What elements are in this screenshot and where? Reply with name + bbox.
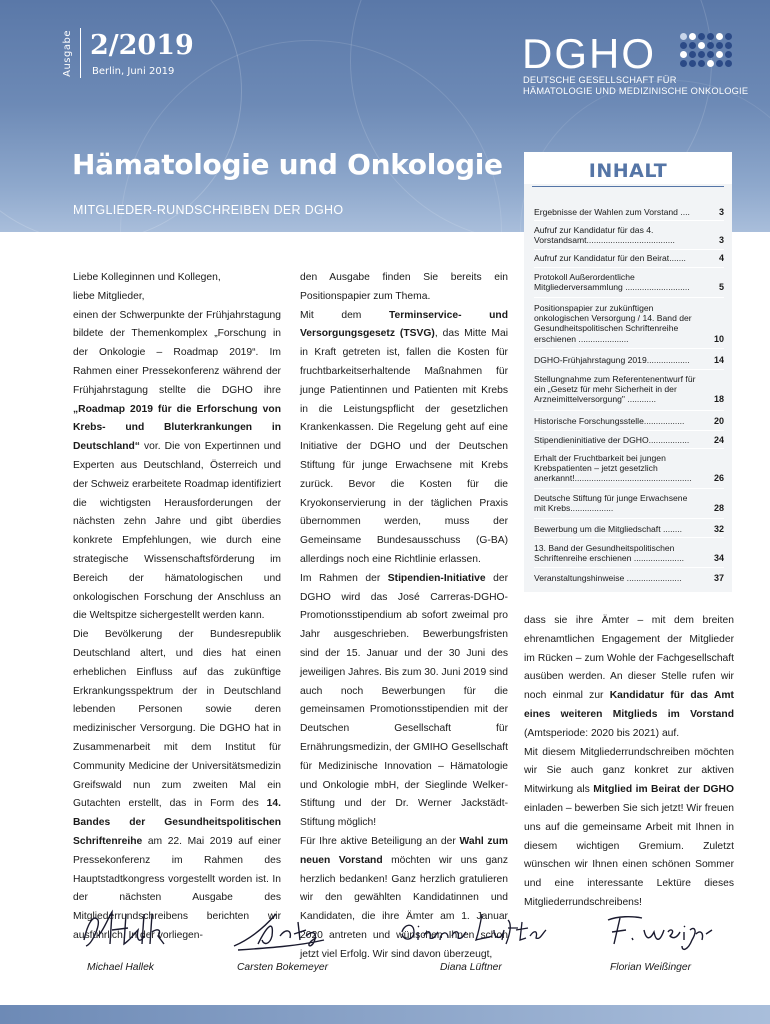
signature-bokemeyer: [228, 900, 328, 960]
toc-item-page: 20: [713, 416, 724, 426]
toc-item-text: Protokoll Außerordentliche Mitgliederversammlung ...........................: [534, 272, 690, 293]
text-run: dass sie ihre Ämter – mit dem breiten ehrenamtlichen Engagement der Mitglieder im Rücken – zum Wohle der Fachgesellschaft ausüben werden. An dieser Stelle rufen wir noch einmal zur: [524, 615, 734, 702]
toc-item[interactable]: [534, 225, 724, 245]
toc-item[interactable]: [534, 524, 724, 534]
page-title: Hämatologie und Onkologie: [72, 148, 503, 181]
ausgabe-label: Ausgabe: [62, 30, 73, 77]
toc-separator: [534, 267, 724, 268]
issue-number: 2/2019: [90, 30, 194, 61]
text-run: (Amtsperiode: 2020 bis 2021) auf.: [524, 727, 680, 739]
toc-item-page: 32: [713, 524, 724, 534]
toc-item-page: 28: [713, 503, 724, 514]
text-run: am 22. Mai 2019 auf einer Pressekonferenz im Rahmen des Hauptstadtkongress vorgestellt worden ist. In der nächsten Ausgabe des Mitgliederrundschreibens berichten wir ausführlich. In der vorliegen-: [73, 835, 281, 941]
toc-item-page: 5: [718, 282, 724, 293]
toc-item[interactable]: [534, 253, 724, 263]
signatory-name: Carsten Bokemeyer: [237, 962, 328, 973]
greeting-line: Liebe Kolleginnen und Kollegen,: [73, 272, 221, 283]
bold-run: Stipendien-Initiative: [387, 572, 486, 584]
toc-item-page: 26: [713, 473, 724, 484]
toc-separator: [534, 518, 724, 519]
toc-separator: [534, 410, 724, 411]
paragraph: [73, 626, 281, 946]
bold-run: Mitglied im Beirat der DGHO: [593, 784, 734, 796]
text-run: einladen – bewerben Sie sich jetzt! Wir freuen uns auf die gemeinsame Arbeit mit Ihnen in diesem wichtigen Gremium. Zuletzt wünschen wir Ihnen einen schönen Sommer und eine interessante Lektüre dieses Mitgliederrundschreibens!: [524, 802, 734, 908]
toc-separator: [534, 369, 724, 370]
bold-run: Wahl zum neuen Vorstand: [300, 835, 508, 866]
logo-subtitle-line2: HÄMATOLOGIE UND MEDIZINISCHE ONKOLOGIE: [523, 86, 749, 96]
toc-item-text: DGHO-Frühjahrstagung 2019..................: [534, 355, 690, 365]
toc-item[interactable]: [534, 453, 724, 484]
body-column-right: [524, 612, 734, 913]
footer-bar: [0, 1005, 770, 1024]
toc-item-page: 3: [718, 235, 724, 246]
toc-item[interactable]: [534, 207, 724, 217]
paragraph: [524, 612, 734, 744]
toc-separator: [534, 448, 724, 449]
place-date: Berlin, Juni 2019: [92, 66, 175, 77]
text-run: möchten wir uns ganz herzlich bedanken! Ganz herzlich gratulieren wir den gewählten Kandidatinnen und Kandidaten, die ihre Ämter am 1. Januar 2020 antreten und wünschen Ihnen schon jetzt viel Erfolg. Wir sind davon überzeugt,: [300, 854, 508, 960]
signature-hallek: [78, 900, 168, 960]
toc-item-text: Aufruf zur Kandidatur für das 4. Vorstandsamt.....................................: [534, 225, 675, 246]
toc-item[interactable]: [534, 435, 724, 445]
toc-item-text: Stellungnahme zum Referentenentwurf für ein „Gesetz für mehr Sicherheit in der Arzneimittelversorgung" ............: [534, 374, 696, 405]
greeting-line: liebe Mitglieder,: [73, 290, 145, 302]
text-run: , das Mitte Mai in Kraft getreten ist, fallen die Kosten für fruchtbarkeitserhaltende Maßnahmen für junge Patientinnen und Patienten mit Krebs in die Leistungspflicht der gesetzlichen Krankenkassen. Die Regelung geht auf eine Initiative der DGHO und der Deutschen Stiftung für junge Erwachsene mit Krebs zurück. Bevor die Kosten für die Kryokonservierung in der täglichen Praxis übernommen werden, muss der Gemeinsame Bundesausschuss (G-BA) allerdings noch eine Richtlinie erlassen.: [300, 328, 509, 565]
text-run: Für Ihre aktive Beteiligung an der: [300, 835, 460, 847]
toc-separator: [534, 567, 724, 568]
toc-item[interactable]: [534, 493, 724, 513]
toc-item[interactable]: [534, 374, 724, 405]
toc-separator: [534, 537, 724, 538]
toc-item[interactable]: [534, 272, 724, 292]
toc-item-page: 24: [713, 435, 724, 445]
toc-item-text: Deutsche Stiftung für junge Erwachsene mit Krebs..................: [534, 493, 688, 514]
toc-item-text: Erhalt der Fruchtbarkeit bei jungen Krebspatienten – jetzt gesetzlich anerkannt!.................................................: [534, 453, 692, 484]
toc-item-page: 4: [718, 253, 724, 263]
toc-item-text: Aufruf zur Kandidatur für den Beirat.......: [534, 253, 686, 263]
toc-separator: [534, 220, 724, 221]
signatory-name: Diana Lüftner: [440, 962, 502, 973]
bold-run: 14. Bandes der Gesundheitspolitischen Schriftenreihe: [73, 798, 281, 847]
bold-run: Terminservice- und Versorgungsgesetz (TSVG): [300, 309, 508, 340]
toc-item[interactable]: [534, 573, 724, 583]
toc-item-page: 18: [713, 394, 724, 405]
toc-item-text: 13. Band der Gesundheitspolitischen Schriftenreihe erschienen .....................: [534, 543, 684, 564]
toc-item[interactable]: [534, 543, 724, 563]
toc-separator: [534, 348, 724, 349]
paragraph: [300, 570, 508, 833]
toc-item-page: 34: [713, 553, 724, 564]
toc-item-page: 14: [713, 355, 724, 365]
body-column-left: [73, 269, 281, 946]
text-run: der DGHO wird das José Carreras-DGHO-Promotionsstipendium ab sofort zweimal pro Jahr ausgeschrieben. Bewerbungsfristen sind der 15. Januar und der 30 Juni des jeweiligen Jahres. Bis zum 30. Juni 2019 sind auch noch Bewerbungen für die gemeinsamen Promotionsstipendien mit der Deutschen Gesellschaft für Ernährungsmedizin, der GMIHO Gesellschaft für Medizinische Innovation – Hämatologie und Onkologie mbH, der Sieglinde Welker-Stiftung und der Dr. Werner Jackstädt-Stiftung möglich!: [300, 572, 508, 829]
table-of-contents: [524, 152, 732, 592]
toc-separator: [534, 297, 724, 298]
signature-weissinger: [598, 900, 718, 960]
toc-separator: [534, 249, 724, 250]
signatory-name: Florian Weißinger: [610, 962, 692, 973]
divider: [80, 28, 81, 78]
toc-separator: [534, 430, 724, 431]
toc-item-text: Historische Forschungsstelle.................: [534, 416, 685, 426]
signatory-name: Michael Hallek: [87, 962, 154, 973]
body-column-middle: [300, 269, 508, 964]
toc-item-page: 3: [718, 207, 724, 217]
toc-title: INHALT: [524, 152, 732, 184]
toc-item[interactable]: [534, 303, 724, 344]
toc-separator: [534, 488, 724, 489]
dgho-logo: DGHO: [522, 30, 656, 77]
text-run: Im Rahmen der: [300, 572, 388, 584]
text-run: Die Bevölkerung der Bundesrepublik Deutschland altert, und dies hat einen erheblichen Einfluss auf das zukünftige Erkrankungsspektrum der in Deutschland lebenden Personen sowie deren medizinischer Versorgung. Die DGHO hat in Zusammenarbeit mit dem Institut für Community Medicine der Universitätsmedizin Greifswald nun zum zweiten Mal ein Gutachten erstellt, das in Form des: [73, 629, 281, 810]
toc-item-page: 37: [713, 573, 724, 583]
paragraph: [524, 744, 734, 913]
toc-item-page: 10: [713, 333, 724, 344]
paragraph: [300, 307, 508, 570]
text-run: Mit diesem Mitgliederrundschreiben möchten wir Sie auch ganz konkret zur aktiven Mitwirkung als: [524, 746, 734, 796]
paragraph: [73, 307, 281, 627]
toc-item-text: Stipendieninitiative der DGHO.................: [534, 435, 690, 445]
toc-item-text: Bewerbung um die Mitgliedschaft ........: [534, 524, 683, 534]
bold-run: „Roadmap 2019 für die Erforschung von Krebs- und Bluterkrankungen in Deutschland“: [73, 403, 281, 453]
bold-run: Kandidatur für das Amt eines weiteren Mitglieds im Vorstand: [524, 690, 734, 720]
toc-item-text: Veranstaltungshinweise .......................: [534, 573, 682, 583]
text-run: Mit dem: [300, 309, 389, 321]
toc-item-text: Ergebnisse der Wahlen zum Vorstand ....: [534, 207, 690, 217]
logo-dots-icon: [680, 33, 736, 77]
paragraph: den Ausgabe finden Sie bereits ein Positionspapier zum Thema.: [300, 272, 508, 302]
toc-item[interactable]: [534, 416, 724, 426]
toc-item-text: Positionspapier zur zukünftigen onkologischen Versorgung / 14. Band der Gesundheitspolitischen Schriftenreihe erschienen .....................: [534, 303, 692, 344]
page-subtitle: MITGLIEDER-RUNDSCHREIBEN DER DGHO: [73, 203, 344, 217]
toc-item[interactable]: [534, 355, 724, 365]
logo-subtitle-line1: DEUTSCHE GESELLSCHAFT FÜR: [523, 75, 677, 85]
toc-rule: [532, 186, 724, 187]
signature-lueftner: [396, 900, 551, 960]
text-run: einen der Schwerpunkte der Frühjahrstagung bildete der Themenkomplex „Forschung in der Onkologie – Roadmap 2019“. Im Rahmen einer Pressekonferenz während der Frühjahrstagung stellte die DGHO ihre: [73, 309, 281, 396]
text-run: vor. Die von Expertinnen und Experten aus Deutschland, Österreich und der Schweiz erarbeitete Roadmap identifiziert die wichtigsten Herausforderungen der nächsten zehn Jahre und gibt überdies konkrete Empfehlungen, wie durch eine strategische Wissenschaftsförderung im Bereich der hämatologischen und onkologischen Forschung der Anschluss an die Weltspitze sichergestellt werden kann.: [73, 441, 281, 622]
